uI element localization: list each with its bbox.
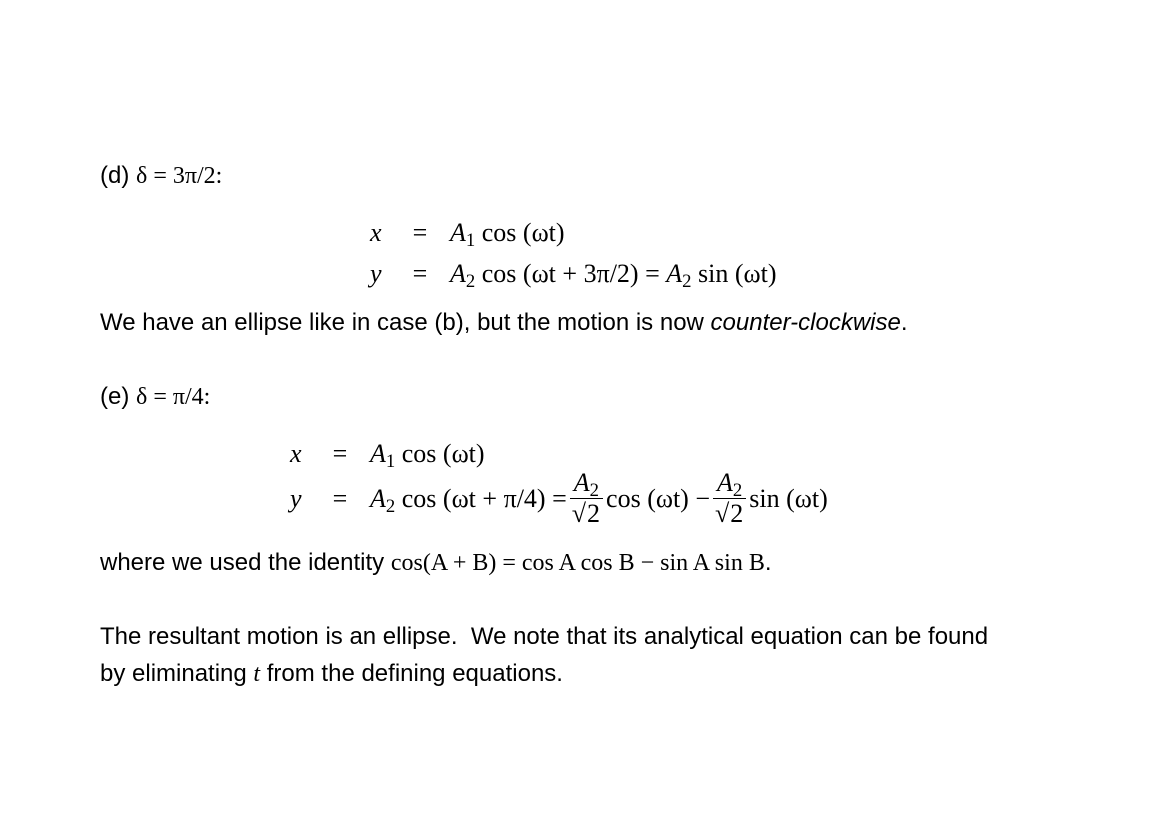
eq-tail: sin (ωt) xyxy=(691,259,777,288)
fraction-a2-over-root2 xyxy=(570,469,603,528)
part-d-condition: δ = 3π/2: xyxy=(136,163,223,189)
eq-sub: 1 xyxy=(465,230,476,252)
part-e-label: (e) xyxy=(100,383,130,410)
part-e-condition: δ = π/4: xyxy=(136,384,211,410)
eq-coef: A xyxy=(450,259,466,288)
eq-tail: sin (ωt) xyxy=(749,483,828,513)
eq-rel: = xyxy=(412,259,428,288)
identity-formula: cos(A + B) = cos A cos B − sin A sin B xyxy=(390,550,765,576)
eq-tail: cos (ωt) xyxy=(395,439,485,468)
fraction-a2-over-root2-second xyxy=(713,469,746,528)
conclusion-end: from the defining equations. xyxy=(260,660,563,687)
eq-coef: A xyxy=(370,483,386,513)
note-emphasis: counter-clockwise xyxy=(710,309,901,336)
eq-coef: A xyxy=(370,439,386,468)
eq-coef-2: A xyxy=(666,259,683,288)
part-d-equation-y xyxy=(370,259,777,293)
part-d-label: (d) xyxy=(100,162,130,189)
note-end: . xyxy=(900,309,908,336)
part-d-note xyxy=(100,311,908,335)
conclusion-variable: t xyxy=(253,661,261,687)
part-d-heading xyxy=(100,164,222,188)
eq-sub-2: 2 xyxy=(682,271,692,293)
eq-lhs: y xyxy=(290,483,302,513)
conclusion-line-2 xyxy=(100,662,563,686)
eq-rel: = xyxy=(332,483,348,513)
frac-num-sub: 2 xyxy=(732,480,743,502)
frac-den: 2 xyxy=(587,498,601,528)
note-text: We have an ellipse like in case (b), but the motion is now xyxy=(100,309,711,336)
sqrt-icon: √2 xyxy=(715,498,744,528)
identity-end: . xyxy=(764,549,772,576)
frac-num: A xyxy=(573,468,590,497)
part-e-heading xyxy=(100,385,210,409)
eq-rel: = xyxy=(332,439,348,468)
frac-den: 2 xyxy=(730,498,744,528)
eq-lhs: x xyxy=(370,218,382,247)
eq-coef: A xyxy=(450,218,466,247)
part-e-equation-y xyxy=(290,469,828,528)
frac-num-sub: 2 xyxy=(589,480,600,502)
eq-mid-2: cos (ωt) − xyxy=(606,483,711,513)
eq-lhs: y xyxy=(370,259,382,288)
part-d-equation-x xyxy=(370,218,565,252)
frac-num: A xyxy=(717,468,733,497)
identity-note xyxy=(100,551,772,575)
conclusion-text: by eliminating xyxy=(100,660,254,687)
eq-sub: 2 xyxy=(465,271,476,293)
sqrt-icon: √2 xyxy=(571,498,601,528)
conclusion-line-1: The resultant motion is an ellipse. We note that its analytical equation can be found xyxy=(100,623,989,650)
eq-rel: = xyxy=(412,218,428,247)
identity-text: where we used the identity xyxy=(100,549,391,576)
eq-tail: cos (ωt) xyxy=(475,218,565,247)
eq-sub: 1 xyxy=(385,451,396,473)
eq-sub: 2 xyxy=(385,495,396,517)
part-e-equation-x xyxy=(290,439,485,473)
eq-mid: cos (ωt + π/4) = xyxy=(395,483,567,513)
eq-mid: cos (ωt + 3π/2) = xyxy=(475,259,667,288)
eq-lhs: x xyxy=(290,439,302,468)
